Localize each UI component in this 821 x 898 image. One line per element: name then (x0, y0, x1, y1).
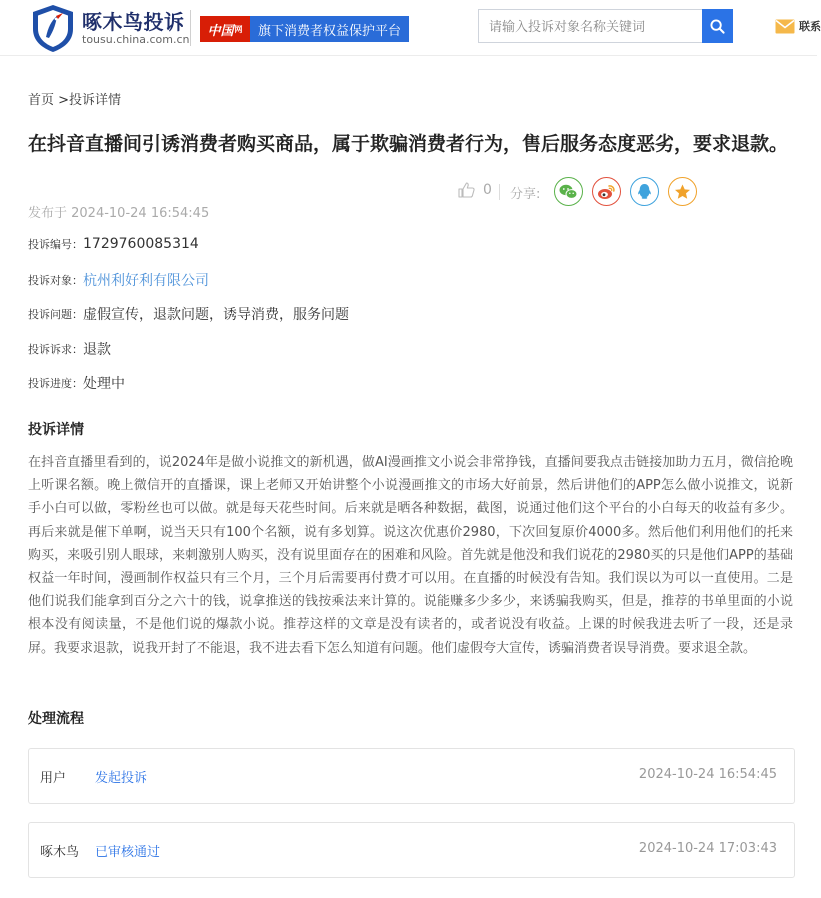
breadcrumb-home[interactable]: 首页 (28, 93, 55, 108)
share-label: 分享: (510, 187, 541, 202)
complaint-detail-text: 在抖音直播里看到的，说2024年是做小说推文的新机遇，做AI漫画推文小说会非常挣钱，直播间要我点击链接加助力五月，微信抢晚上听课名额。晚上微信开的直播课，课上老师又开始讲整个小说漫画推文的市场大好前景，然后讲他们的APP怎么做小说推文，说新手小白可以做，零粉丝也可以做。就是每天花些时间。后来就是晒各种数据，截图，说通过他们这个平台的小白每天的收益有多少。再后来就是催下单啊，说当天只有100个名额，说有多划算。说这次优惠价2980，下次回复原价4000多。然后他们利用他们的托来购买，来吸引别人眼球，来刺激别人购买，没有说里面存在的困难和风险。首先就是他没和我们说花的2980买的只是他们APP的基础权益一年时间，漫画制作权益只有三个月，三个月后需要再付费才可以用。在直播的时候没有告知。我们误以为可以一直使用。二是他们说我们能拿到百分之六十的钱，说拿推送的钱按乘法来计算的。说能赚多少多少，来诱骗我购买，但是，推荐的书单里面的小说根本没有阅读量，不是他们说的爆款小说。推荐这样的文章是没有读者的，或者说没有收益。上课的时候我进去听了一段，还是录屏。我要求退款，说我开封了不能退，我不进去看下怎么知道有问题。他们虚假夸大宣传，诱骗消费者误导消费。要求退全款。 (28, 455, 793, 656)
publish-time-value: 2024-10-24 16:54:45 (71, 206, 210, 221)
complaint-title: 在抖音直播间引诱消费者购买商品，属于欺骗消费者行为，售后服务态度恶劣，要求退款。 (28, 133, 789, 155)
details-heading: 投诉详情 (28, 422, 84, 438)
like-count: 0 (483, 182, 492, 198)
contact-label: 联系 (799, 20, 821, 33)
site-header (0, 0, 821, 56)
search-button[interactable] (702, 9, 733, 43)
field-label: 投诉对象： (28, 274, 83, 287)
share-weibo-button[interactable] (592, 177, 621, 206)
process-step (28, 748, 795, 804)
breadcrumb-current: >投诉详情 (54, 93, 122, 108)
platform-banner[interactable] (200, 16, 409, 42)
platform-text: 旗下消费者权益保护平台 (250, 16, 409, 42)
search-input[interactable] (478, 9, 702, 43)
qq-penguin-icon (637, 183, 652, 200)
star-icon (674, 184, 691, 200)
process-action: 发起投诉 (95, 771, 148, 786)
header-divider (190, 10, 191, 46)
field-value: 退款 (83, 342, 111, 358)
process-actor: 啄木鸟 (40, 845, 80, 860)
breadcrumb (28, 89, 121, 108)
process-time: 2024-10-24 16:54:45 (638, 767, 777, 782)
field-complaint-status (28, 373, 125, 393)
field-complaint-id (28, 236, 199, 252)
cn-badge-text: 中国 (207, 23, 234, 39)
publish-time (28, 202, 209, 221)
cn-badge-suffix: 网 (234, 24, 243, 34)
weibo-icon (597, 184, 616, 200)
brand-name: 啄木鸟投诉 (82, 10, 185, 34)
publish-prefix: 发布于 (28, 206, 72, 221)
field-value: 虚假宣传，退款问题，诱导消费，服务问题 (83, 307, 349, 323)
process-step (28, 822, 795, 878)
field-label: 投诉问题： (28, 308, 83, 321)
process-actor: 用户 (40, 771, 67, 786)
field-label: 投诉编号： (28, 238, 83, 251)
share-qq-button[interactable] (630, 177, 659, 206)
share-wechat-button[interactable] (554, 177, 583, 206)
field-complaint-issue (28, 304, 349, 324)
search-icon (710, 19, 725, 34)
process-action: 已审核通过 (95, 845, 161, 860)
field-label: 投诉进度： (28, 377, 83, 390)
contact-link[interactable] (775, 18, 821, 34)
mail-icon (775, 19, 795, 34)
field-value: 1729760085314 (83, 236, 199, 252)
complaint-target-link[interactable]: 杭州利好利有限公司 (83, 273, 209, 289)
china-com-cn-logo (200, 16, 250, 42)
field-complaint-demand (28, 339, 111, 359)
process-time: 2024-10-24 17:03:43 (638, 841, 777, 856)
like-button[interactable] (458, 182, 492, 198)
share-qzone-button[interactable] (668, 177, 697, 206)
woodpecker-logo-icon[interactable] (29, 3, 77, 53)
brand-url: tousu.china.com.cn (82, 33, 190, 46)
process-heading: 处理流程 (28, 711, 84, 727)
field-value: 处理中 (83, 376, 125, 392)
field-complaint-target (28, 270, 209, 290)
wechat-icon (559, 184, 578, 200)
share-divider (499, 184, 500, 200)
field-label: 投诉诉求： (28, 343, 83, 356)
thumbs-up-icon (458, 182, 475, 198)
